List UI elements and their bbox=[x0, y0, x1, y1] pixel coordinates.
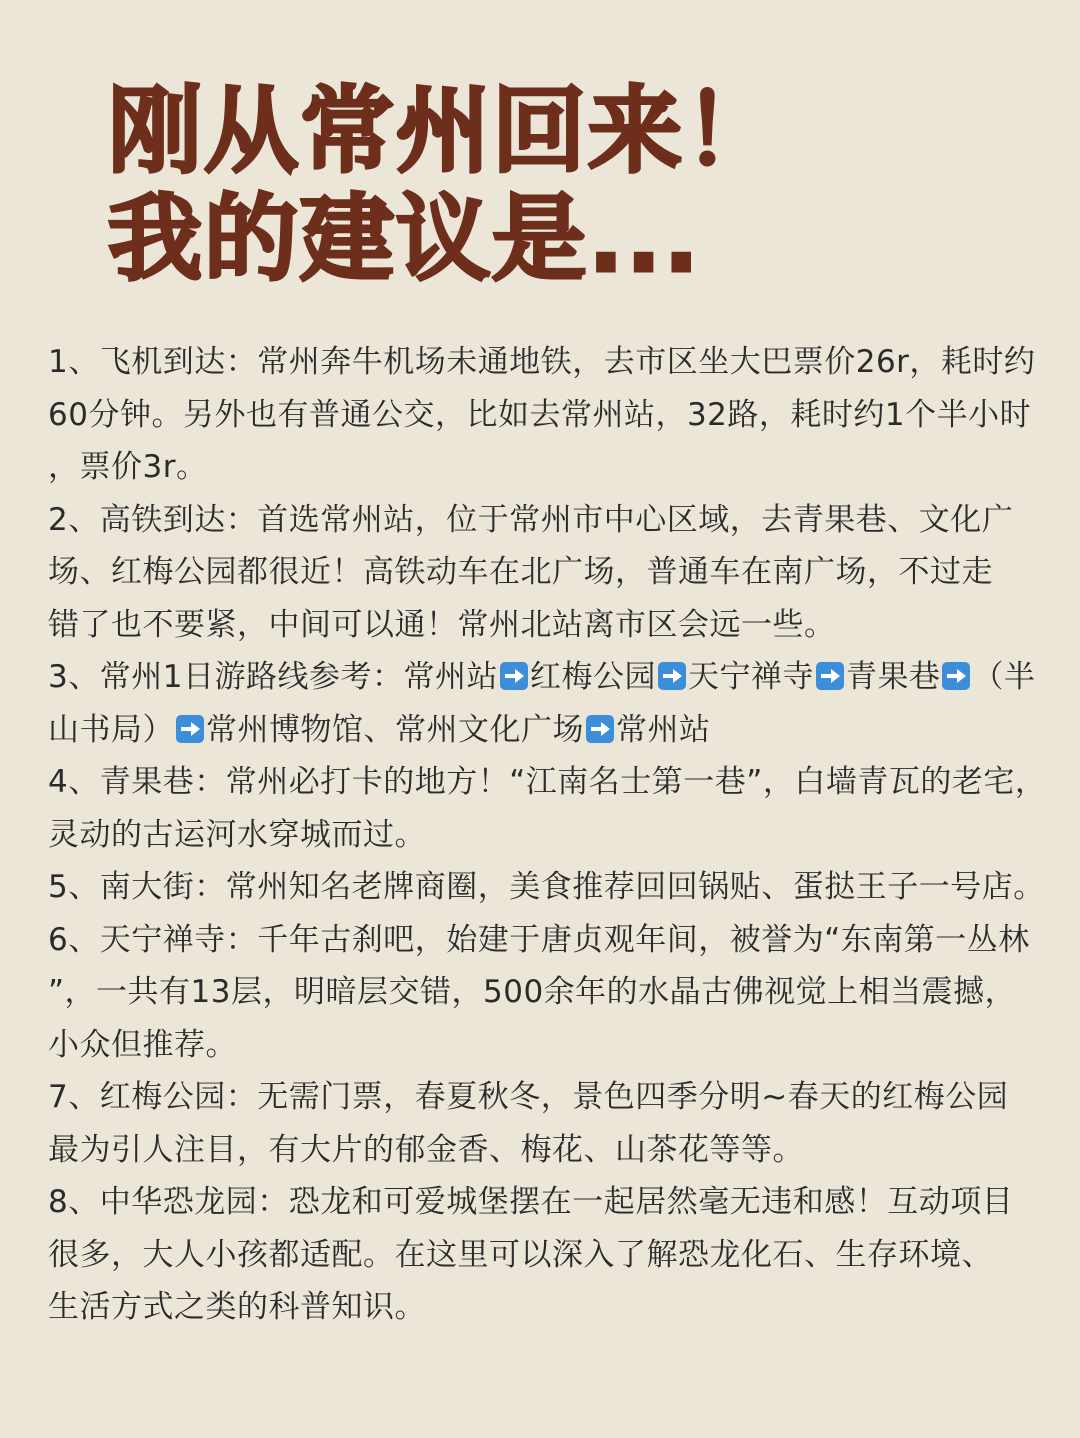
item8-line2: 很多，大人小孩都适配。在这里可以深入了解恐龙化石、生存环境、 bbox=[48, 1236, 993, 1273]
item2-line1: 2、高铁到达：首选常州站，位于常州市中心区域，去青果巷、文化广 bbox=[48, 501, 1014, 538]
route-stop-2: 红梅公园 bbox=[529, 659, 656, 695]
item3-prefix: 3、常州1日游路线参考： bbox=[48, 659, 404, 695]
route-stop-4: 青果巷 bbox=[845, 659, 941, 695]
right-arrow-icon bbox=[500, 662, 528, 690]
item1-line3: ，票价3r。 bbox=[48, 449, 208, 485]
item6-line2: ”，一共有13层，明暗层交错，500余年的水晶古佛视觉上相当震撼， bbox=[48, 974, 1017, 1010]
item1-line2: 60分钟。另外也有普通公交，比如去常州站，32路，耗时约1个半小时 bbox=[48, 396, 1032, 433]
item6-line1: 6、天宁禅寺：千年古刹吧，始建于唐贞观年间，被誉为“东南第一丛林 bbox=[48, 921, 1030, 958]
item6-line3: 小众但推荐。 bbox=[48, 1026, 237, 1063]
title-line-2: 我的建议是... bbox=[108, 185, 702, 294]
route-stop-3: 天宁禅寺 bbox=[687, 659, 814, 695]
right-arrow-icon bbox=[816, 662, 844, 690]
route-stop-7: 常州站 bbox=[616, 711, 711, 748]
item7-line1: 7、红梅公园：无需门票，春夏秋冬，景色四季分明~春天的红梅公园 bbox=[48, 1079, 1009, 1115]
item3-line2 bbox=[48, 704, 1038, 757]
item2-line2: 场、红梅公园都很近！高铁动车在北广场，普通车在南广场，不过走 bbox=[48, 554, 993, 590]
page-title bbox=[108, 78, 1008, 294]
right-arrow-icon bbox=[176, 715, 204, 743]
item5-line1: 5、南大街：常州知名老牌商圈，美食推荐回回锅贴、蛋挞王子一号店。 bbox=[48, 869, 1045, 905]
item8-line1: 8、中华恐龙园：恐龙和可爱城堡摆在一起居然毫无违和感！互动项目 bbox=[48, 1184, 1014, 1220]
item4-line2: 灵动的古运河水穿城而过。 bbox=[48, 816, 426, 853]
item8-line3: 生活方式之类的科普知识。 bbox=[48, 1289, 426, 1325]
item4-line1: 4、青果巷：常州必打卡的地方！“江南名士第一巷”，白墙青瓦的老宅， bbox=[48, 764, 1047, 800]
route-stop-5-close: 山书局） bbox=[48, 711, 174, 748]
route-stop-6: 常州博物馆、常州文化广场 bbox=[206, 711, 584, 748]
item2-line3: 错了也不要紧，中间可以通！常州北站离市区会远一些。 bbox=[48, 606, 836, 643]
item1-line1: 1、飞机到达：常州奔牛机场未通地铁，去市区坐大巴票价26r，耗时约 bbox=[48, 344, 1036, 380]
route-stop-1: 常州站 bbox=[403, 659, 498, 695]
right-arrow-icon bbox=[658, 662, 686, 690]
right-arrow-icon bbox=[586, 715, 614, 743]
title-line-1: 刚从常州回来！ bbox=[108, 77, 781, 186]
item7-line2: 最为引人注目，有大片的郁金香、梅花、山茶花等等。 bbox=[48, 1131, 804, 1168]
item3-line1 bbox=[48, 651, 1038, 704]
right-arrow-icon bbox=[942, 662, 970, 690]
tips-list bbox=[48, 336, 1047, 1334]
route-stop-5-open: （半 bbox=[972, 659, 1036, 695]
